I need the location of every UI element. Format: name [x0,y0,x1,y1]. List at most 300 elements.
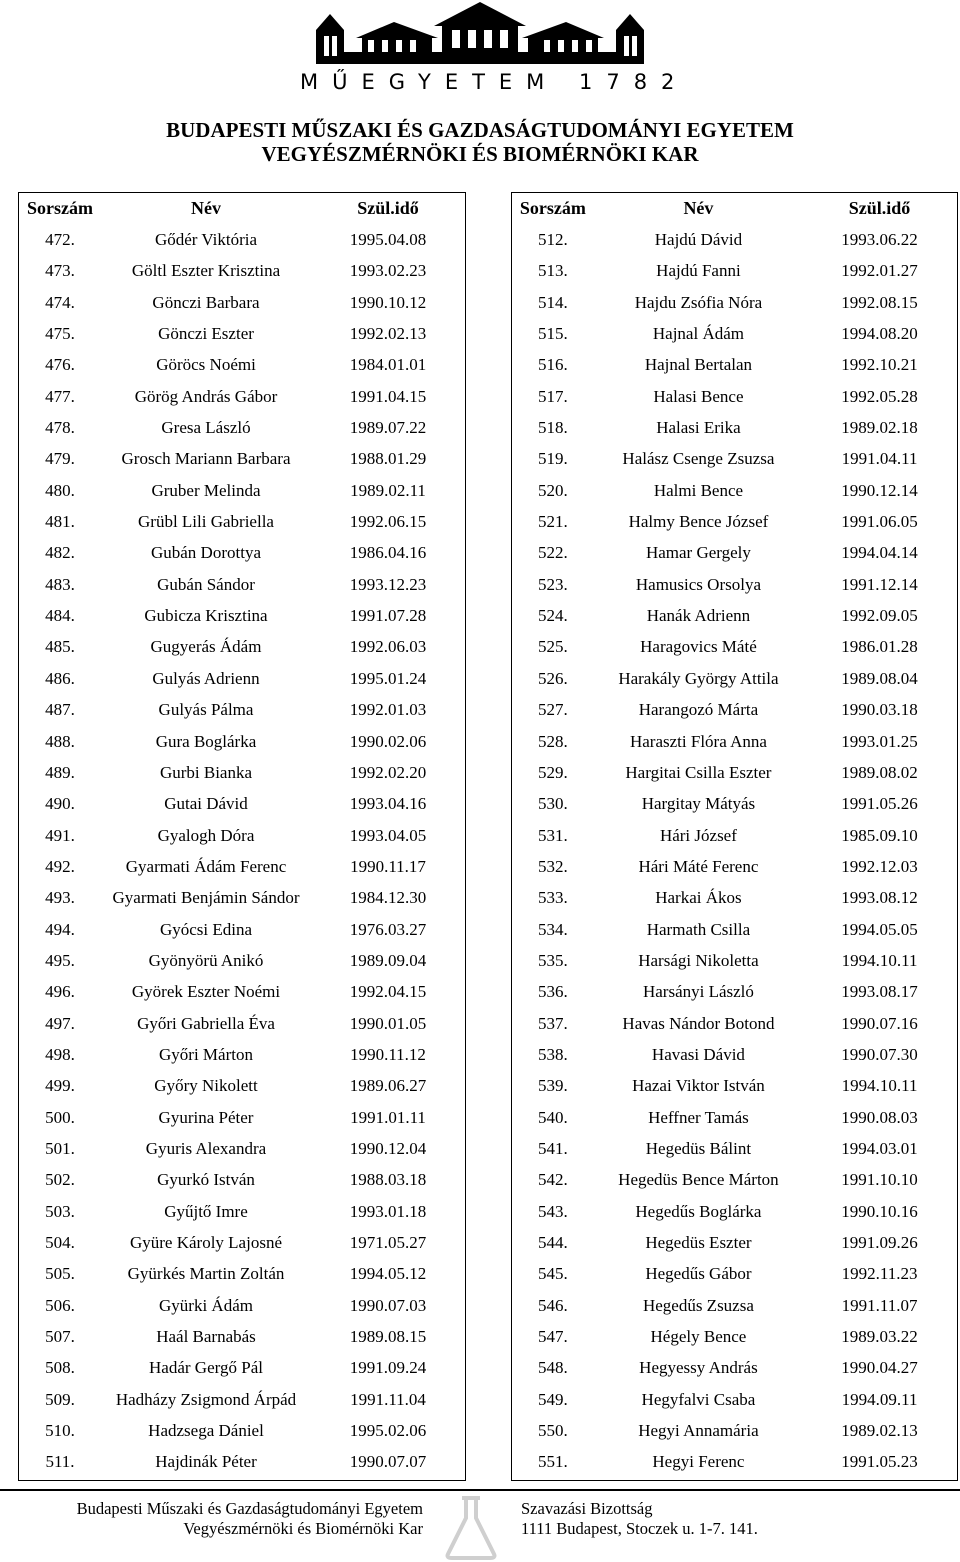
table-row [22,1102,462,1133]
table-row [515,851,953,882]
row-birthdate: 1989.09.04 [349,950,427,970]
row-name: Hanák Adrienn [646,606,751,626]
row-number: 492. [45,856,75,876]
row-birthdate: 1992.01.03 [349,700,427,720]
row-birthdate: 1993.02.23 [349,261,427,281]
row-number: 497. [45,1013,75,1033]
row-name: Haragovics Máté [640,637,757,657]
row-name: Hamusics Orsolya [635,574,761,594]
row-birthdate: 1993.12.23 [349,574,427,594]
table-row [22,318,462,349]
row-number: 538. [538,1044,568,1064]
footer-committee: Szavazási Bizottság [521,1499,653,1518]
table-row [22,1133,462,1164]
footer-left [38,1499,423,1539]
row-name: Gyurina Péter [158,1107,254,1127]
row-number: 490. [45,794,75,814]
row-name: Hegedüs Bálint [645,1138,752,1158]
row-number: 524. [538,606,568,626]
table-row [515,1133,953,1164]
row-number: 477. [45,386,75,406]
row-number: 513. [538,261,568,281]
row-number: 480. [45,480,75,500]
row-birthdate: 1993.01.18 [349,1201,427,1221]
row-name: Gurbi Bianka [159,762,253,782]
table-row [515,726,953,757]
row-birthdate: 1989.02.13 [841,1421,918,1441]
row-name: Gura Boglárka [155,731,257,751]
row-birthdate: 1989.07.22 [349,418,427,438]
table-row [22,1071,462,1102]
row-birthdate: 1995.02.06 [349,1421,427,1441]
table-row [515,1290,953,1321]
row-number: 537. [538,1013,568,1033]
table-row [22,350,462,381]
row-name: Gyarmati Ádám Ferenc [125,856,287,876]
table-row [515,318,953,349]
row-birthdate: 1991.07.28 [349,606,427,626]
row-birthdate: 1990.07.16 [841,1013,918,1033]
table-row [515,224,953,255]
row-number: 550. [538,1421,568,1441]
table-row [515,1008,953,1039]
row-birthdate: 1971.05.27 [349,1233,427,1253]
table-row [22,287,462,318]
row-number: 520. [538,480,568,500]
row-name: Hegyessy András [639,1358,758,1378]
row-number: 521. [538,512,568,532]
row-number: 534. [538,919,568,939]
row-number: 479. [45,449,75,469]
row-birthdate: 1994.05.12 [349,1264,427,1284]
row-number: 482. [45,543,75,563]
row-number: 526. [538,668,568,688]
table-row [515,256,953,287]
row-name: Harkai Ákos [655,888,742,908]
row-birthdate: 1992.12.03 [841,856,918,876]
row-number: 504. [45,1233,75,1253]
table-row [515,1102,953,1133]
row-birthdate: 1989.03.22 [841,1327,918,1347]
row-number: 541. [538,1138,568,1158]
table-row [22,1039,462,1070]
row-number: 474. [45,292,75,312]
column-header-number: Sorszám [519,198,586,219]
row-birthdate: 1993.04.05 [349,825,427,845]
row-birthdate: 1992.10.21 [841,355,918,375]
table-row [22,506,462,537]
table-row [515,569,953,600]
row-name: Haraszti Flóra Anna [629,731,767,751]
table-row [22,381,462,412]
row-number: 478. [45,418,75,438]
row-birthdate: 1994.10.11 [841,1076,918,1096]
row-name: Hégely Bence [650,1327,747,1347]
row-number: 533. [538,888,568,908]
row-name: Györek Eszter Noémi [131,982,281,1002]
table-row [515,381,953,412]
university-name: BUDAPESTI MŰSZAKI ÉS GAZDASÁGTUDOMÁNYI EGYETEM [166,118,794,142]
row-birthdate: 1990.08.03 [841,1107,918,1127]
table-row [515,538,953,569]
row-name: Heffner Tamás [648,1107,749,1127]
table-row [515,1353,953,1384]
row-birthdate: 1992.02.13 [349,324,427,344]
row-number: 518. [538,418,568,438]
row-number: 489. [45,762,75,782]
row-birthdate: 1990.01.05 [349,1013,427,1033]
row-birthdate: 1989.08.02 [841,762,918,782]
row-name: Göröcs Noémi [156,355,256,375]
table-row [22,977,462,1008]
row-name: Hargitay Mátyás [641,794,756,814]
table-row [22,789,462,820]
row-birthdate: 1994.09.11 [841,1389,918,1409]
row-number: 543. [538,1201,568,1221]
logo-text: MŰEGYETEM 1782 [300,70,689,94]
row-number: 486. [45,668,75,688]
row-birthdate: 1993.08.12 [841,888,918,908]
row-birthdate: 1984.01.01 [349,355,427,375]
row-name: Hajdinák Péter [155,1452,257,1472]
footer-address: 1111 Budapest, Stoczek u. 1-7. 141. [521,1519,758,1538]
table-row [22,444,462,475]
row-name: Hajnal Bertalan [644,355,753,375]
row-name: Havasi Dávid [651,1044,745,1064]
row-birthdate: 1992.08.15 [841,292,918,312]
table-row [515,1071,953,1102]
table-row [22,883,462,914]
table-row [22,412,462,443]
row-name: Hajdú Fanni [656,261,741,281]
row-name: Gulyás Pálma [158,700,254,720]
table-row [22,851,462,882]
roster-table-left [22,193,462,1478]
row-birthdate: 1991.09.26 [841,1233,918,1253]
row-birthdate: 1992.01.27 [841,261,918,281]
table-row [22,945,462,976]
flask-icon [440,1494,502,1562]
table-row [515,945,953,976]
row-number: 547. [538,1327,568,1347]
row-number: 542. [538,1170,568,1190]
row-number: 546. [538,1295,568,1315]
row-number: 485. [45,637,75,657]
table-header-row [22,193,462,224]
row-name: Hadár Gergő Pál [149,1358,263,1378]
row-number: 549. [538,1389,568,1409]
row-birthdate: 1976.03.27 [349,919,427,939]
row-birthdate: 1984.12.30 [349,888,427,908]
row-birthdate: 1988.03.18 [349,1170,427,1190]
table-row [515,977,953,1008]
row-birthdate: 1994.08.20 [841,324,918,344]
table-row [515,1039,953,1070]
row-name: Havas Nándor Botond [622,1013,775,1033]
table-row [22,632,462,663]
table-row [22,663,462,694]
table-row [515,1415,953,1446]
row-number: 496. [45,982,75,1002]
row-name: Gyűjtő Imre [164,1201,248,1221]
row-name: Harsági Nikoletta [638,950,759,970]
row-number: 539. [538,1076,568,1096]
row-name: Gyüre Károly Lajosné [129,1233,282,1253]
row-birthdate: 1990.07.30 [841,1044,918,1064]
row-number: 535. [538,950,568,970]
row-birthdate: 1991.11.07 [841,1295,918,1315]
row-name: Hargitai Csilla Eszter [625,762,772,782]
row-name: Halász Csenge Zsuzsa [622,449,775,469]
row-birthdate: 1990.07.03 [349,1295,427,1315]
table-row [515,757,953,788]
row-name: Gyürkés Martin Zoltán [127,1264,285,1284]
row-birthdate: 1990.07.07 [349,1452,427,1472]
row-birthdate: 1989.08.15 [349,1327,427,1347]
row-birthdate: 1991.04.15 [349,386,427,406]
row-name: Grübl Lili Gabriella [138,512,274,532]
column-header-number: Sorszám [27,198,93,219]
footer-university: Budapesti Műszaki és Gazdaságtudományi Egyetem [76,1499,423,1518]
row-birthdate: 1991.10.10 [841,1170,918,1190]
row-number: 529. [538,762,568,782]
row-name: Gresa László [161,418,251,438]
row-birthdate: 1986.04.16 [349,543,427,563]
row-number: 544. [538,1233,568,1253]
table-row [22,726,462,757]
row-name: Harangozó Márta [638,700,759,720]
row-birthdate: 1988.01.29 [349,449,427,469]
row-name: Görög András Gábor [134,386,278,406]
row-birthdate: 1994.05.05 [841,919,918,939]
row-name: Hegyi Annamária [638,1421,759,1441]
row-birthdate: 1993.01.25 [841,731,918,751]
row-number: 519. [538,449,568,469]
row-birthdate: 1985.09.10 [841,825,918,845]
row-birthdate: 1993.08.17 [841,982,918,1002]
footer-divider [0,1489,960,1491]
row-birthdate: 1995.04.08 [349,230,427,250]
row-name: Gyarmati Benjámin Sándor [112,888,300,908]
table-row [22,1321,462,1352]
row-name: Hazai Viktor István [632,1076,765,1096]
row-name: Harmath Csilla [646,919,751,939]
roster-table-right [515,193,953,1478]
table-row [515,1227,953,1258]
row-number: 527. [538,700,568,720]
row-name: Harakály György Attila [618,668,779,688]
row-number: 516. [538,355,568,375]
row-name: Hadzsega Dániel [148,1421,264,1441]
row-birthdate: 1990.03.18 [841,700,918,720]
row-birthdate: 1991.12.14 [841,574,918,594]
column-header-birthdate: Szül.idő [848,198,911,219]
table-header-row [515,193,953,224]
table-row [515,632,953,663]
table-row [22,256,462,287]
row-name: Halasi Bence [653,386,744,406]
row-name: Hajdú Dávid [654,230,743,250]
row-number: 488. [45,731,75,751]
table-row [515,1165,953,1196]
row-number: 506. [45,1295,75,1315]
row-number: 499. [45,1076,75,1096]
row-name: Haál Barnabás [156,1327,256,1347]
row-name: Gugyerás Ádám [150,637,262,657]
row-name: Hegedűs Gábor [645,1264,752,1284]
table-row [515,914,953,945]
row-name: Hamar Gergely [645,543,751,563]
row-birthdate: 1989.08.04 [841,668,918,688]
row-name: Gyuris Alexandra [145,1138,267,1158]
row-number: 509. [45,1389,75,1409]
table-row [22,1415,462,1446]
row-name: Hegedűs Boglárka [635,1201,762,1221]
row-name: Hajnal Ádám [652,324,744,344]
row-number: 514. [538,292,568,312]
table-row [22,475,462,506]
column-header-birthdate: Szül.idő [357,198,419,219]
row-number: 503. [45,1201,75,1221]
row-name: Harsányi László [642,982,754,1002]
table-row [22,914,462,945]
table-row [515,1196,953,1227]
row-number: 483. [45,574,75,594]
row-number: 540. [538,1107,568,1127]
row-birthdate: 1991.04.11 [841,449,918,469]
row-name: Gyönyörü Anikó [148,950,264,970]
row-number: 536. [538,982,568,1002]
table-row [22,224,462,255]
row-birthdate: 1992.06.15 [349,512,427,532]
row-birthdate: 1994.10.11 [841,950,918,970]
table-row [515,1384,953,1415]
footer-faculty: Vegyészmérnöki és Biomérnöki Kar [183,1519,423,1538]
row-birthdate: 1989.06.27 [349,1076,427,1096]
table-row [22,1008,462,1039]
row-name: Gyurkó István [157,1170,255,1190]
table-row [22,569,462,600]
row-name: Győri Gabriella Éva [137,1013,275,1033]
table-row [515,350,953,381]
row-birthdate: 1993.04.16 [349,794,427,814]
row-number: 498. [45,1044,75,1064]
table-row [515,412,953,443]
table-row [22,600,462,631]
table-row [515,506,953,537]
table-row [515,287,953,318]
table-row [22,1290,462,1321]
row-name: Halmi Bence [653,480,744,500]
table-row [515,820,953,851]
row-name: Gyócsi Edina [159,919,253,939]
row-name: Hadházy Zsigmond Árpád [115,1389,297,1409]
row-number: 500. [45,1107,75,1127]
row-number: 491. [45,825,75,845]
row-birthdate: 1990.12.04 [349,1138,427,1158]
row-number: 493. [45,888,75,908]
row-name: Gubicza Krisztina [144,606,268,626]
table-row [515,883,953,914]
row-number: 528. [538,731,568,751]
row-birthdate: 1990.10.12 [349,292,427,312]
footer-right [521,1499,758,1539]
row-name: Göltl Eszter Krisztina [131,261,281,281]
row-name: Halasi Erika [656,418,741,438]
row-name: Hári Máté Ferenc [638,856,759,876]
row-number: 502. [45,1170,75,1190]
row-number: 548. [538,1358,568,1378]
row-name: Gruber Melinda [151,480,261,500]
table-row [515,1321,953,1352]
row-number: 525. [538,637,568,657]
row-birthdate: 1991.05.26 [841,794,918,814]
table-row [515,444,953,475]
row-name: Győry Nikolett [154,1076,258,1096]
row-birthdate: 1991.05.23 [841,1452,918,1472]
row-name: Hegedüs Bence Márton [618,1170,779,1190]
row-birthdate: 1992.05.28 [841,386,918,406]
row-birthdate: 1992.11.23 [841,1264,918,1284]
row-name: Hegedűs Zsuzsa [642,1295,754,1315]
row-birthdate: 1993.06.22 [841,230,918,250]
row-number: 532. [538,856,568,876]
row-name: Gubán Sándor [157,574,255,594]
row-number: 481. [45,512,75,532]
table-row [22,757,462,788]
row-name: Gyürki Ádám [159,1295,253,1315]
row-birthdate: 1990.11.17 [350,856,426,876]
row-birthdate: 1992.02.20 [349,762,427,782]
row-name: Gyalogh Dóra [157,825,255,845]
row-birthdate: 1990.02.06 [349,731,427,751]
table-row [515,475,953,506]
row-name: Gönczi Eszter [158,324,254,344]
row-birthdate: 1989.02.18 [841,418,918,438]
table-row [515,789,953,820]
row-birthdate: 1991.01.11 [350,1107,426,1127]
row-name: Halmy Bence József [628,512,769,532]
row-birthdate: 1994.04.14 [841,543,918,563]
table-row [22,1384,462,1415]
row-number: 530. [538,794,568,814]
row-number: 494. [45,919,75,939]
table-row [22,1196,462,1227]
row-birthdate: 1992.04.15 [349,982,427,1002]
row-number: 512. [538,230,568,250]
row-birthdate: 1990.12.14 [841,480,918,500]
row-name: Gönczi Barbara [152,292,260,312]
table-row [22,1227,462,1258]
row-number: 522. [538,543,568,563]
table-row [515,663,953,694]
row-number: 475. [45,324,75,344]
row-number: 507. [45,1327,75,1347]
table-row [22,1165,462,1196]
row-birthdate: 1986.01.28 [841,637,918,657]
row-number: 501. [45,1138,75,1158]
row-number: 551. [538,1452,568,1472]
row-number: 515. [538,324,568,344]
row-number: 545. [538,1264,568,1284]
row-name: Hári József [659,825,737,845]
row-name: Hegedüs Eszter [645,1233,752,1253]
row-birthdate: 1990.11.12 [350,1044,426,1064]
table-row [22,1447,462,1478]
row-name: Gubán Dorottya [150,543,261,563]
row-number: 523. [538,574,568,594]
row-number: 531. [538,825,568,845]
